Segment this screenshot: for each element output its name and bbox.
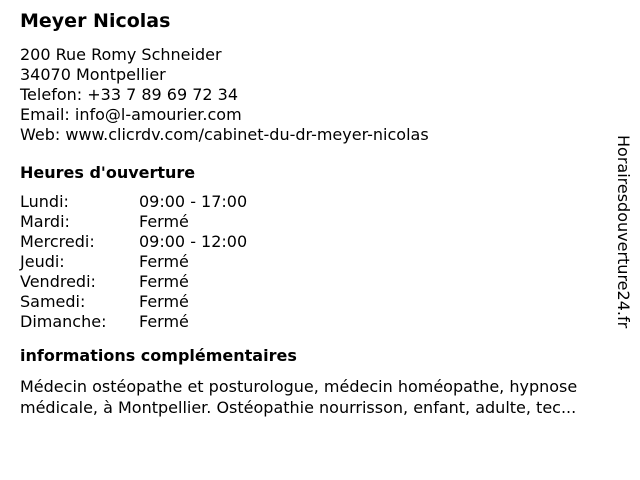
- hours-value: Fermé: [139, 312, 189, 331]
- opening-hours-table: [20, 192, 247, 332]
- email-line: Email: info@l-amourier.com: [20, 105, 242, 124]
- contact-block: [20, 45, 620, 145]
- hours-row-samedi: [20, 292, 247, 312]
- hours-heading: Heures d'ouverture: [20, 163, 196, 182]
- day-label: Vendredi:: [20, 272, 96, 291]
- hours-value: Fermé: [139, 292, 189, 311]
- web-line: Web: www.clicrdv.com/cabinet-du-dr-meyer-nicolas: [20, 125, 429, 144]
- business-name: Meyer Nicolas: [20, 10, 171, 32]
- hours-row-lundi: [20, 192, 247, 212]
- hours-value: 09:00 - 17:00: [139, 192, 248, 211]
- info-heading: informations complémentaires: [20, 346, 297, 365]
- address-line: 200 Rue Romy Schneider: [20, 45, 222, 64]
- day-label: Mardi:: [20, 212, 70, 231]
- hours-row-vendredi: [20, 272, 247, 292]
- hours-value: 09:00 - 12:00: [139, 232, 248, 251]
- hours-row-jeudi: [20, 252, 247, 272]
- hours-value: Fermé: [139, 272, 189, 291]
- day-label: Mercredi:: [20, 232, 95, 251]
- phone-line: Telefon: +33 7 89 69 72 34: [20, 85, 239, 104]
- business-card: [20, 8, 620, 418]
- day-label: Dimanche:: [20, 312, 107, 331]
- hours-row-mercredi: [20, 232, 247, 252]
- day-label: Lundi:: [20, 192, 69, 211]
- hours-value: Fermé: [139, 212, 189, 231]
- day-label: Samedi:: [20, 292, 86, 311]
- day-label: Jeudi:: [20, 252, 65, 271]
- hours-row-dimanche: [20, 312, 247, 332]
- info-description: Médecin ostéopathe et posturologue, médecin homéopathe, hypnose médicale, à Montpellier. Ostéopathie nourrisson, enfant, adulte, tec...: [20, 377, 578, 417]
- hours-value: Fermé: [139, 252, 189, 271]
- city-line: 34070 Montpellier: [20, 65, 166, 84]
- site-watermark: Horairesdouverture24.fr: [614, 135, 633, 329]
- hours-row-mardi: [20, 212, 247, 232]
